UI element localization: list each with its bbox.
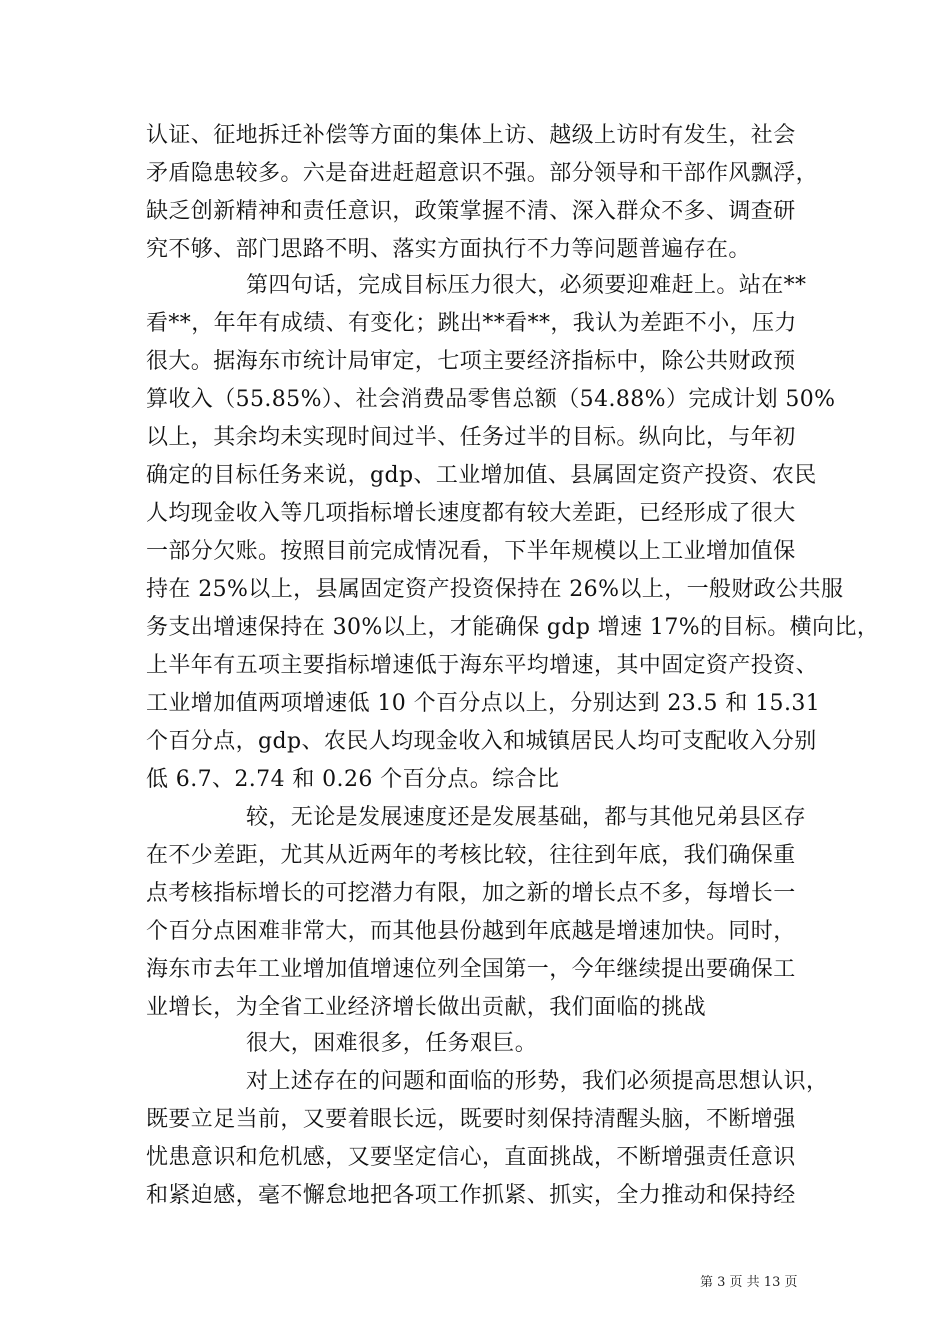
text-line: 上半年有五项主要指标增速低于海东平均增速，其中固定资产投资、 <box>146 653 819 678</box>
paragraph-first-line: 第四句话，完成目标压力很大，必须要迎难赶上。站在** <box>246 273 807 298</box>
text-line: 务支出增速保持在 30%以上，才能确保 gdp 增速 17%的目标。横向比， <box>146 615 880 640</box>
text-line: 人均现金收入等几项指标增长速度都有较大差距，已经形成了很大 <box>146 501 796 526</box>
text-line: 在不少差距，尤其从近两年的考核比较，往往到年底，我们确保重 <box>146 843 796 868</box>
text-line: 点考核指标增长的可挖潜力有限，加之新的增长点不多，每增长一 <box>146 881 796 906</box>
text-line: 海东市去年工业增加值增速位列全国第一，今年继续提出要确保工 <box>146 957 796 982</box>
text-line: 以上，其余均未实现时间过半、任务过半的目标。纵向比，与年初 <box>146 425 796 450</box>
text-line: 既要立足当前，又要着眼长远，既要时刻保持清醒头脑，不断增强 <box>146 1107 796 1132</box>
text-line: 看**，年年有成绩、有变化；跳出**看**，我认为差距不小，压力 <box>146 311 797 336</box>
text-line: 工业增加值两项增速低 10 个百分点以上，分别达到 23.5 和 15.31 <box>146 691 821 716</box>
text-line: 一部分欠账。按照目前完成情况看，下半年规模以上工业增加值保 <box>146 539 796 564</box>
text-line: 矛盾隐患较多。六是奋进赶超意识不强。部分领导和干部作风飘浮， <box>146 161 819 186</box>
text-line: 低 6.7、2.74 和 0.26 个百分点。综合比 <box>146 767 560 792</box>
text-line: 个百分点，gdp、农民人均现金收入和城镇居民人均可支配收入分别 <box>146 729 817 754</box>
text-line: 缺乏创新精神和责任意识，政策掌握不清、深入群众不多、调查研 <box>146 199 796 224</box>
text-line: 认证、征地拆迁补偿等方面的集体上访、越级上访时有发生，社会 <box>146 123 796 148</box>
text-line: 确定的目标任务来说，gdp、工业增加值、县属固定资产投资、农民 <box>146 463 817 488</box>
text-line: 和紧迫感，毫不懈怠地把各项工作抓紧、抓实，全力推动和保持经 <box>146 1183 796 1208</box>
paragraph-first-line: 很大，困难很多，任务艰巨。 <box>246 1031 538 1056</box>
paragraph-first-line: 对上述存在的问题和面临的形势，我们必须提高思想认识， <box>246 1069 829 1094</box>
text-line: 个百分点困难非常大，而其他县份越到年底越是增速加快。同时， <box>146 919 796 944</box>
paragraph-first-line: 较，无论是发展速度还是发展基础，都与其他兄弟县区存 <box>246 805 807 830</box>
text-line: 持在 25%以上，县属固定资产投资保持在 26%以上，一般财政公共服 <box>146 577 844 602</box>
text-line: 业增长，为全省工业经济增长做出贡献，我们面临的挑战 <box>146 995 707 1020</box>
text-line: 究不够、部门思路不明、落实方面执行不力等问题普遍存在。 <box>146 237 751 262</box>
text-line: 算收入（55.85%）、社会消费品零售总额（54.88%）完成计划 50% <box>146 387 836 412</box>
text-line: 很大。据海东市统计局审定，七项主要经济指标中，除公共财政预 <box>146 349 796 374</box>
text-line: 忧患意识和危机感，又要坚定信心，直面挑战，不断增强责任意识 <box>146 1145 796 1170</box>
page-number-footer: 第 3 页 共 13 页 <box>700 1275 798 1290</box>
